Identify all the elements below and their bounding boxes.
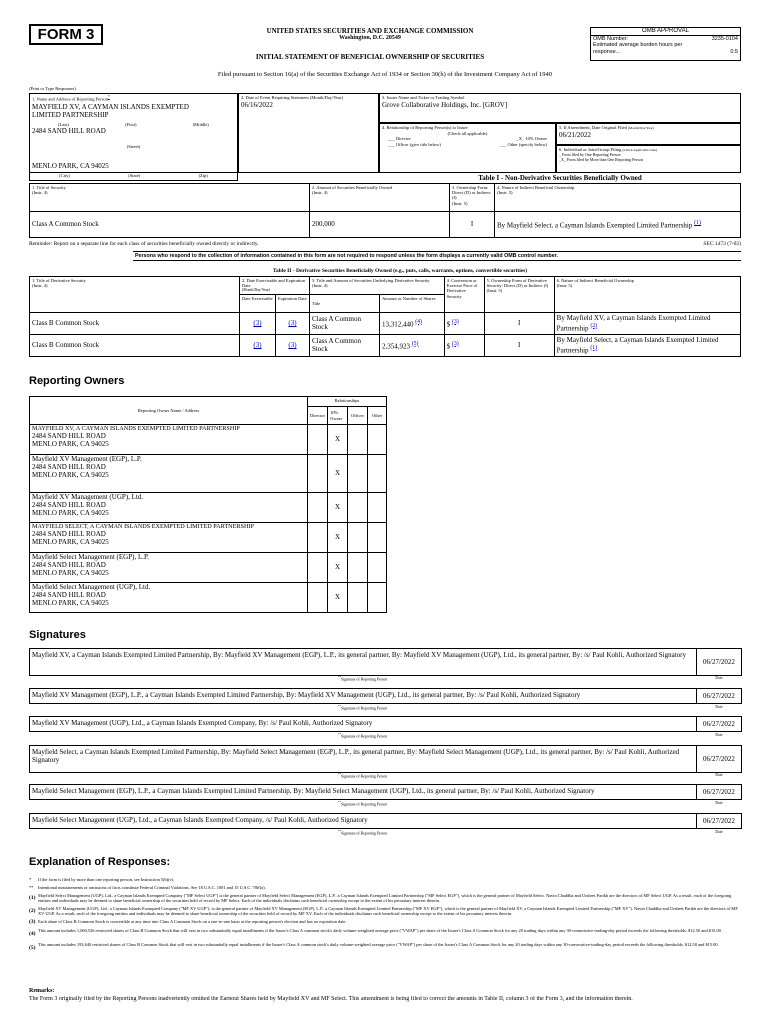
security-ownership-form: I bbox=[450, 212, 495, 238]
owner-row bbox=[30, 493, 387, 523]
omb-burden-label: Estimated average burden hours per response... bbox=[593, 42, 683, 55]
signature-text: Mayfield XV, a Cayman Islands Exempted Limited Partnership, By: Mayfield XV Management (EGP), L.P., its general partner, By: Mayfield XV Management (UGP), Ltd., its general partner, By: /s/ Paul Kohli, Authorized Signatory bbox=[29, 648, 696, 676]
signature-date: 06/27/2022 bbox=[696, 648, 742, 676]
street-label: (Street) bbox=[126, 143, 141, 149]
owner-row bbox=[30, 523, 387, 553]
footnote-link[interactable]: (1) bbox=[590, 344, 598, 351]
underlying-title: Class A Common Stock bbox=[309, 334, 379, 356]
issuer-value: Grove Collaborative Holdings, Inc. [GROV] bbox=[382, 101, 508, 110]
table2-col3-header: 3. Title and Amount of Securities Underlying Derivative Security (Instr. 4) bbox=[309, 277, 444, 295]
box3-label: 3. Issuer Name and Ticker or Trading Symbol bbox=[382, 95, 465, 100]
explanation-item: (5) This amount includes 193,640 restricted shares of Class B Common Stock that will vest in two substantially equal installments if the Issuer's Class A common stock's daily volume-weighted average price ("VWAP") per share of the Issuer's Class A Common Stock for any 20 trading days within any 30-consecutive-trading-day period exceeds the following thresholds: $12.50 and $15.00. bbox=[29, 942, 719, 951]
table2-col3b-header: Amount or Number of Shares bbox=[379, 294, 444, 312]
persons-note: Persons who respond to the collection of information contained in this form are not required to respond unless the form displays a currently valid OMB control number. bbox=[133, 251, 741, 261]
table1-title: Table I - Non-Derivative Securities Beneficially Owned bbox=[478, 174, 642, 182]
form-label-box bbox=[29, 24, 103, 45]
date-exercisable bbox=[240, 312, 276, 334]
owner-address: MAYFIELD SELECT, A CAYMAN ISLANDS EXEMPTED LIMITED PARTNERSHIP 2484 SAND HILL ROAD MENLO PARK, CA 94025 bbox=[30, 523, 308, 553]
signature-date: 06/27/2022 bbox=[696, 688, 742, 704]
date-label: Date bbox=[715, 801, 723, 805]
signature-label: **Signature of Reporting Person bbox=[337, 675, 388, 682]
owner-address: MAYFIELD XV, A CAYMAN ISLANDS EXEMPTED LIMITED PARTNERSHIP 2484 SAND HILL ROAD MENLO PARK, CA 94025 bbox=[30, 425, 308, 455]
table2-col6-header: 6. Nature of Indirect Beneficial Ownership (Instr. 5) bbox=[554, 277, 740, 313]
expiration-date bbox=[276, 312, 310, 334]
agency-city: Washington, D.C. 20549 bbox=[339, 35, 401, 41]
owner-row bbox=[30, 455, 387, 493]
conversion-price: $ $^{(3)}$ bbox=[444, 312, 484, 334]
box5-label: 5. If Amendment, Date Original Filed bbox=[559, 125, 627, 130]
table2-col5-header: 5. Ownership Form of Derivative Security: Direct (D) or Indirect (I) (Instr. 5) bbox=[484, 277, 554, 313]
omb-number-label: OMB Number: bbox=[593, 35, 629, 42]
underlying-amount: 13,312,440 $^{(4)}$ bbox=[379, 312, 444, 334]
signature-date: 06/27/2022 bbox=[696, 745, 742, 773]
box6-label: 6. Individual or Joint/Group Filing bbox=[559, 147, 622, 152]
owner-address: Mayfield Select Management (EGP), L.P. 2484 SAND HILL ROAD MENLO PARK, CA 94025 bbox=[30, 553, 308, 583]
issuer-box bbox=[379, 93, 741, 123]
table2-col2-header: 2. Date Exercisable and Expiration Date (Month/Day/Year) bbox=[240, 277, 310, 295]
table2-row bbox=[30, 334, 741, 356]
ownership-nature: By Mayfield XV, a Cayman Islands Exempted Limited Partnership $^{(2)}$ bbox=[554, 312, 740, 334]
reporting-person-name-2: LIMITED PARTNERSHIP bbox=[32, 110, 109, 119]
date-label: Date bbox=[715, 676, 723, 680]
city-label: (City) bbox=[59, 173, 70, 178]
footnote-link[interactable]: (2) bbox=[590, 322, 598, 329]
city-value: MENLO PARK, CA 94025 bbox=[32, 162, 109, 171]
table2-col2a-header: Date Exercisable bbox=[240, 294, 276, 312]
box4-sub: (Check all applicable) bbox=[447, 131, 488, 137]
remarks-text: The Form 3 originally filed by the Reporting Persons inadvertently omitted the Earnout Shares held by Mayfield XV and MF Select. This amendment is being filed to correct the amounts in Table II, column 3 of the Form 3, and the information therein. bbox=[29, 996, 633, 1002]
signature-label: **Signature of Reporting Person bbox=[337, 829, 388, 836]
reporting-person-name-1: MAYFIELD XV, A CAYMAN ISLANDS EXEMPTED bbox=[32, 102, 189, 111]
reminder: Reminder: Report on a separate line for each class of securities beneficially owned directly or indirectly. bbox=[29, 241, 259, 247]
date-exercisable bbox=[240, 334, 276, 356]
derivative-title: Class B Common Stock bbox=[30, 312, 240, 334]
first-label: (First) bbox=[125, 121, 137, 127]
table2-col4-header: 4. Conversion or Exercise Price of Derivative Security bbox=[444, 277, 484, 313]
underlying-title: Class A Common Stock bbox=[309, 312, 379, 334]
table1-row bbox=[30, 212, 741, 238]
event-date-value: 06/16/2022 bbox=[241, 101, 273, 110]
footnote-link[interactable]: (3) bbox=[288, 341, 297, 350]
table1 bbox=[29, 183, 741, 238]
signature-row bbox=[29, 745, 742, 783]
signature-text: Mayfield XV Management (EGP), L.P., a Cayman Islands Exempted Limited Partnership, By: Mayfield XV Management (UGP), Ltd., its general partner, By: /s/ Paul Kohli, Authorized Signatory bbox=[29, 688, 696, 704]
other-header: Other bbox=[368, 407, 387, 425]
ownership-nature: By Mayfield Select, a Cayman Islands Exempted Limited Partnership $^{(1)}$ bbox=[554, 334, 740, 356]
signature-row bbox=[29, 688, 742, 718]
signature-text: Mayfield Select Management (EGP), L.P., a Cayman Islands Exempted Limited Partnership, By: Mayfield Select Management (UGP), Ltd., its general partner, By: /s/ Paul Kohli, Authorized Signatory bbox=[29, 784, 696, 800]
table2 bbox=[29, 276, 741, 357]
footnote-link[interactable]: (5) bbox=[411, 340, 419, 347]
owner-address: Mayfield XV Management (EGP), L.P. 2484 SAND HILL ROAD MENLO PARK, CA 94025 bbox=[30, 455, 308, 493]
footnote-link[interactable]: (3) bbox=[253, 319, 262, 328]
amendment-date-value: 06/21/2022 bbox=[559, 131, 591, 140]
print-note: (Print or Type Responses) bbox=[29, 86, 76, 91]
owner-address: Mayfield Select Management (UGP), Ltd. 2484 SAND HILL ROAD MENLO PARK, CA 94025 bbox=[30, 583, 308, 613]
signature-date: 06/27/2022 bbox=[696, 813, 742, 829]
signature-row bbox=[29, 648, 742, 686]
table1-col1-header: 1. Title of Security (Instr. 4) bbox=[30, 184, 310, 212]
explanation-item: (3) Each share of Class B Common Stock is convertible at any time into Class A Common Stock on a one-to-one basis at the reporting person's election and has no expiration date. bbox=[29, 919, 347, 926]
box1-label-sup[interactable]: * bbox=[107, 95, 110, 99]
security-nature: By Mayfield Select, a Cayman Islands Exempted Limited Partnership $^{(1)}$ bbox=[495, 212, 741, 238]
table1-col2-header: 2. Amount of Securities Beneficially Owned (Instr. 4) bbox=[310, 184, 450, 212]
omb-approval-box bbox=[590, 27, 741, 61]
owner-address: Mayfield XV Management (UGP), Ltd. 2484 SAND HILL ROAD MENLO PARK, CA 94025 bbox=[30, 493, 308, 523]
zip-label: (Zip) bbox=[198, 173, 208, 178]
filing-opt1: _ Form filed by One Reporting Person bbox=[559, 152, 621, 158]
ten-pct-mark: X bbox=[328, 583, 348, 613]
table2-title: Table II - Derivative Securities Beneficially Owned (e.g., puts, calls, warrants, options, convertible securities) bbox=[272, 268, 528, 274]
table2-col1-header: 1. Title of Derivative Security (Instr. 4) bbox=[30, 277, 240, 313]
street-value: 2484 SAND HILL ROAD bbox=[32, 126, 106, 135]
explanation-item: ** Intentional misstatements or omissions of facts constitute Federal Criminal Violations. See 18 U.S.C. 1001 and 15 U.S.C. 78ff(a). bbox=[29, 885, 266, 891]
director-header: Director bbox=[308, 407, 328, 425]
table2-col2b-header: Expiration Date bbox=[276, 294, 310, 312]
ten-pct-mark: X bbox=[328, 523, 348, 553]
signature-row bbox=[29, 784, 742, 814]
state-label: (State) bbox=[128, 173, 141, 178]
footnote-link[interactable]: (3) bbox=[253, 341, 262, 350]
explanation-item: * If the form is filed by more than one reporting person, see Instruction 5(b)(v). bbox=[29, 877, 175, 882]
table2-col3a-header: Title bbox=[309, 294, 379, 312]
relationship-box bbox=[379, 123, 556, 173]
security-amount: 200,000 bbox=[310, 212, 450, 238]
date-label: Date bbox=[715, 733, 723, 737]
event-date-box bbox=[238, 93, 379, 173]
box5-label-small: (Month/Day/Year) bbox=[628, 126, 654, 130]
signature-label: **Signature of Reporting Person bbox=[337, 704, 388, 711]
box6-label-small: (Check Applicable Line) bbox=[622, 148, 658, 152]
ten-pct-mark: X bbox=[328, 455, 348, 493]
remarks-label: Remarks: bbox=[29, 988, 55, 994]
form-title: INITIAL STATEMENT OF BENEFICIAL OWNERSHIP OF SECURITIES bbox=[255, 53, 485, 61]
table1-col3-header: 3. Ownership Form: Direct (D) or Indirect (I) (Instr. 5) bbox=[450, 184, 495, 212]
amendment-box bbox=[556, 123, 741, 145]
signature-label: **Signature of Reporting Person bbox=[337, 732, 388, 739]
explanation-list bbox=[29, 877, 741, 956]
relationships-header: Relationships bbox=[308, 397, 387, 407]
director-checkbox: ___ Director bbox=[388, 136, 411, 142]
signature-row bbox=[29, 716, 742, 746]
conversion-price: $ $^{(3)}$ bbox=[444, 334, 484, 356]
table2-row bbox=[30, 312, 741, 334]
signature-row bbox=[29, 813, 742, 843]
footnote-link[interactable]: (3) bbox=[451, 318, 459, 325]
city-state-zip-labels bbox=[29, 173, 238, 181]
omb-burden-value: 0.5 bbox=[730, 48, 738, 55]
date-label: Date bbox=[715, 773, 723, 777]
owner-name-header: Reporting Owner Name / Address bbox=[30, 397, 308, 425]
officer-header: Officer bbox=[348, 407, 368, 425]
footnote-link[interactable]: (3) bbox=[451, 340, 459, 347]
signature-label: **Signature of Reporting Person bbox=[337, 800, 388, 807]
other-checkbox: ___ Other (specify below) bbox=[499, 141, 547, 147]
agency-title: UNITED STATES SECURITIES AND EXCHANGE COMMISSION bbox=[266, 27, 474, 35]
box1-label: 1. Name and Address of Reporting Person bbox=[32, 96, 108, 102]
date-label: Date bbox=[715, 705, 723, 709]
signature-text: Mayfield Select Management (UGP), Ltd., a Cayman Islands Exempted Company, /s/ Paul Kohli, Authorized Signatory bbox=[29, 813, 696, 829]
ten-pct-mark: X bbox=[328, 425, 348, 455]
middle-label: (Middle) bbox=[192, 121, 209, 127]
signature-label: **Signature of Reporting Person bbox=[337, 772, 388, 779]
ten-pct-mark: X bbox=[328, 553, 348, 583]
owner-row bbox=[30, 425, 387, 455]
box4-label: 4. Relationship of Reporting Person(s) to Issuer bbox=[382, 125, 468, 130]
form-label: FORM 3 bbox=[37, 26, 95, 43]
filed-pursuant: Filed pursuant to Section 16(a) of the Securities Exchange Act of 1934 or Section 30(h) of the Investment Company Act of 1940 bbox=[217, 71, 553, 78]
omb-title: OMB APPROVAL bbox=[591, 28, 740, 36]
expiration-date bbox=[276, 334, 310, 356]
sec-number: SEC 1473 (7-02) bbox=[703, 241, 741, 247]
ten-pct-header: 10% Owner bbox=[328, 407, 348, 425]
explanation-heading: Explanation of Responses: bbox=[29, 856, 171, 868]
footnote-link[interactable]: (4) bbox=[415, 318, 422, 325]
explanation-item: (4) This amount includes 1,060,526 restricted shares of Class B Common Stock that will vest in two substantially equal installments if the Issuer's Class A common stock's daily volume-weighted average price ("VWAP") per share of the Issuer's Class A Common Stock for any 20 trading days within any 30-consecutive-trading-day period exceeds the following thresholds: $12.50 and $15.00. bbox=[29, 928, 722, 937]
filing-opt2: _X_ Form filed by More than One Reporting Person bbox=[559, 156, 643, 162]
reporting-owners-heading: Reporting Owners bbox=[29, 375, 125, 387]
explanation-item: (2) Mayfield XV Management (UGP), Ltd., a Cayman Islands Exempted Company ("MF XV UGP"), is the general partner of Mayfield XV Management (EGP), L.P., a Cayman Islands Exempted Limited Partnership ("MF XV EGP"), which is the general partner of Mayfield XV, a Cayman Islands Exempted Limited Partnership ("MF XV"). Navin Chaddha and Ursheet Parikh are the directors of MF XV UGP. As a result, each of the foregoing entities and individuals may be deemed to share beneficial ownership of the securities held of record by MF XV. Each of the individuals disclaims such beneficial ownership except to the extent of his pecuniary interest therein. bbox=[29, 906, 738, 917]
owner-row bbox=[30, 553, 387, 583]
footnote-link[interactable]: (3) bbox=[288, 319, 297, 328]
ten-pct-mark: X bbox=[328, 493, 348, 523]
underlying-amount: 2,354,923 $^{(5)}$ bbox=[379, 334, 444, 356]
ownership-form: I bbox=[484, 334, 554, 356]
reporting-owners-table bbox=[29, 396, 387, 613]
officer-checkbox: ___ Officer (give title below) bbox=[388, 141, 441, 147]
omb-number-value: 3235-0104 bbox=[711, 35, 738, 42]
ten-pct-checkbox: _X_ 10% Owner bbox=[516, 136, 547, 142]
signature-date: 06/27/2022 bbox=[696, 784, 742, 800]
derivative-title: Class B Common Stock bbox=[30, 334, 240, 356]
reporting-person-box bbox=[29, 93, 238, 173]
ownership-form: I bbox=[484, 312, 554, 334]
footnote-link[interactable]: (1) bbox=[694, 219, 701, 226]
signature-date: 06/27/2022 bbox=[696, 716, 742, 732]
signatures-heading: Signatures bbox=[29, 629, 86, 641]
box2-label: 2. Date of Event Requiring Statement (Month/Day/Year) bbox=[241, 95, 344, 100]
owner-row bbox=[30, 583, 387, 613]
filing-type-box bbox=[556, 145, 741, 173]
signature-text: Mayfield Select, a Cayman Islands Exempted Limited Partnership, By: Mayfield Select Management (EGP), L.P., its general partner, By: Mayfield Select Management (UGP), Ltd., its general partner, By: /s/ Paul Kohli, Authorized Signatory bbox=[29, 745, 696, 773]
table1-col4-header: 4. Nature of Indirect Beneficial Ownership (Instr. 5) bbox=[495, 184, 741, 212]
security-title: Class A Common Stock bbox=[30, 212, 310, 238]
last-label: (Last) bbox=[58, 121, 69, 127]
signature-text: Mayfield XV Management (UGP), Ltd., a Cayman Islands Exempted Company, By: /s/ Paul Kohli, Authorized Signatory bbox=[29, 716, 696, 732]
explanation-item: (1) Mayfield Select Management (UGP), Ltd., a Cayman Islands Exempted Company ("MF Select UGP") is the general partner of Mayfield Select Management (EGP), L.P., a Cayman Islands Exempted Limited Partnership ("MF Select EGP"), which is the general partner of Mayfield Select. Navin Chaddha and Ursheet Parikh are the directors of MF Select UGP. As a result, each of the foregoing entities and individuals may be deemed to share beneficial ownership of the securities held of record by MF Select. Each of the individuals disclaims such beneficial ownership except to the extent of his pecuniary interest therein. bbox=[29, 893, 732, 904]
date-label: Date bbox=[715, 830, 723, 834]
